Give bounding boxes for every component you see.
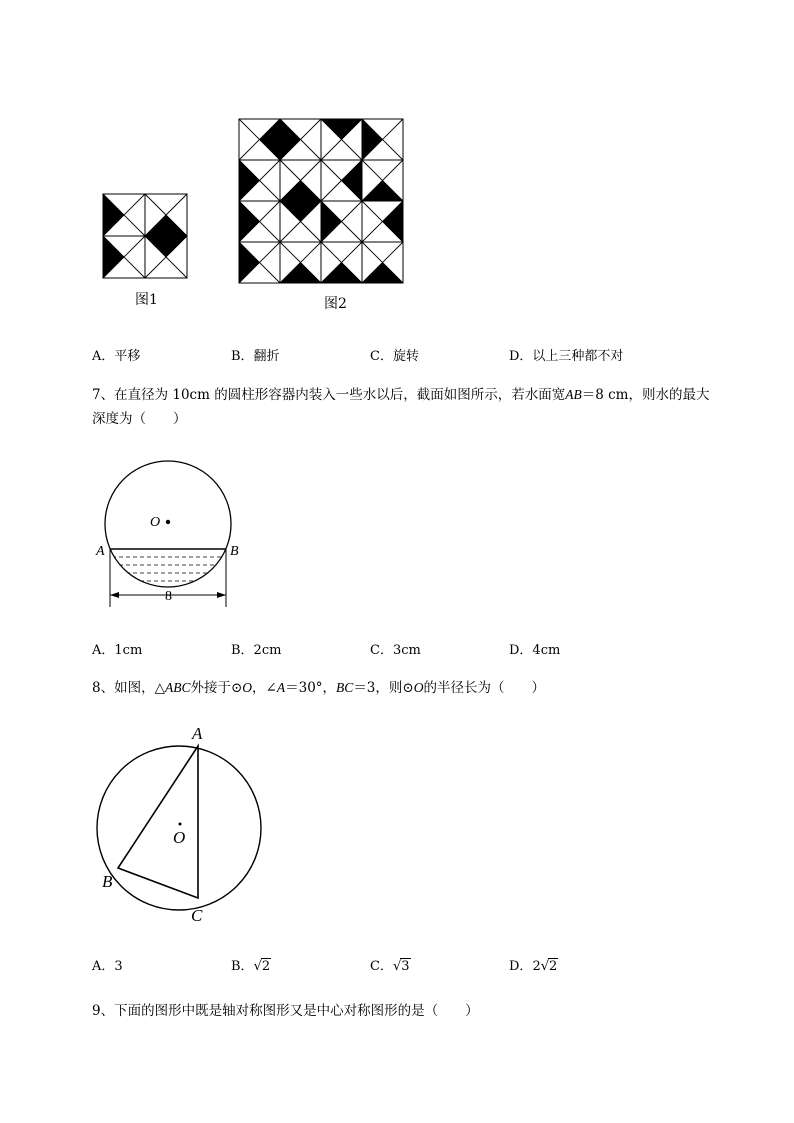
figure-2-black-triangle <box>321 201 342 242</box>
q8-option-c[interactable]: C．√3 <box>370 959 410 974</box>
figure-2-black-triangle <box>383 201 404 242</box>
q6-option-d[interactable]: D．以上三种都不对 <box>509 349 624 364</box>
q7-label-b: B <box>230 544 239 559</box>
q7-label-o: O <box>150 515 161 530</box>
q8-option-a[interactable]: A．3 <box>92 959 123 974</box>
figure-2-black-triangle <box>239 242 260 283</box>
q8-triangle-abc <box>118 746 198 898</box>
q7-option-b[interactable]: B．2cm <box>231 643 282 658</box>
q7-option-a[interactable]: A．1cm <box>92 643 143 658</box>
q8-label-c: C <box>191 906 203 925</box>
q6-option-c[interactable]: C．旋转 <box>370 349 419 364</box>
figure-2-black-triangle <box>321 119 362 140</box>
q8-option-b[interactable]: B．√2 <box>231 959 271 974</box>
q6-option-a[interactable]: A．平移 <box>92 349 141 364</box>
q7-circle-figure <box>95 455 255 615</box>
q7-stem-line2: 深度为（ ） <box>92 411 187 427</box>
q7-label-a: A <box>96 544 105 559</box>
q7-label-width: 8 <box>165 589 172 604</box>
figure-2-black-triangle <box>260 119 281 160</box>
figure-2-pattern <box>238 118 404 286</box>
figure-2-black-triangle <box>342 160 363 201</box>
q8-circle-figure <box>95 718 270 928</box>
figure-2-black-triangle <box>362 181 403 202</box>
q7-option-d[interactable]: D．4cm <box>509 643 561 658</box>
q8-option-d[interactable]: D．2√2 <box>509 959 558 974</box>
q8-label-o: O <box>173 828 186 847</box>
figure-2-black-triangle <box>239 201 260 242</box>
q8-label-a: A <box>192 724 203 743</box>
sqrt-sign: √2 <box>253 959 271 974</box>
q8-center-dot <box>179 823 182 826</box>
figure-2-black-triangle <box>280 263 321 284</box>
q7-stem-line1: 7、在直径为 10cm 的圆柱形容器内装入一些水以后，截面如图所示，若水面宽AB＝8 cm，则水的最大 <box>92 387 710 403</box>
figure-1-black-triangle <box>145 236 187 257</box>
q7-option-c[interactable]: C．3cm <box>370 643 421 658</box>
q8-label-b: B <box>102 872 113 891</box>
q7-center-dot <box>166 520 170 524</box>
figure-2-black-triangle <box>280 201 321 222</box>
figure-2-black-triangle <box>280 181 321 202</box>
figure-1-black-triangle <box>103 194 124 236</box>
q9-stem: 9、下面的图形中既是轴对称图形又是中心对称图形的是（ ） <box>92 1003 479 1019</box>
q6-option-b[interactable]: B．翻折 <box>231 349 280 364</box>
q7-arrow-right <box>217 592 226 598</box>
figure-1-pattern <box>102 193 188 277</box>
figure-1-black-triangle <box>103 236 124 278</box>
figure-1-caption: 图1 <box>135 292 158 308</box>
figure-2-caption: 图2 <box>324 296 347 312</box>
figure-1-black-triangle <box>145 215 187 236</box>
figure-2-black-triangle <box>362 119 383 160</box>
figure-2-black-triangle <box>362 263 403 284</box>
figure-2-black-triangle <box>280 119 301 160</box>
figure-2-black-triangle <box>239 160 260 201</box>
q7-ab: AB <box>565 387 582 402</box>
q8-stem: 8、如图，△ABC外接于⊙O，∠A＝30°，BC＝3，则⊙O的半径长为（ ） <box>92 680 545 696</box>
sqrt-sign: √2 <box>540 959 558 974</box>
sqrt-sign: √3 <box>392 959 410 974</box>
q7-arrow-left <box>110 592 119 598</box>
figure-2-black-triangle <box>321 263 362 284</box>
